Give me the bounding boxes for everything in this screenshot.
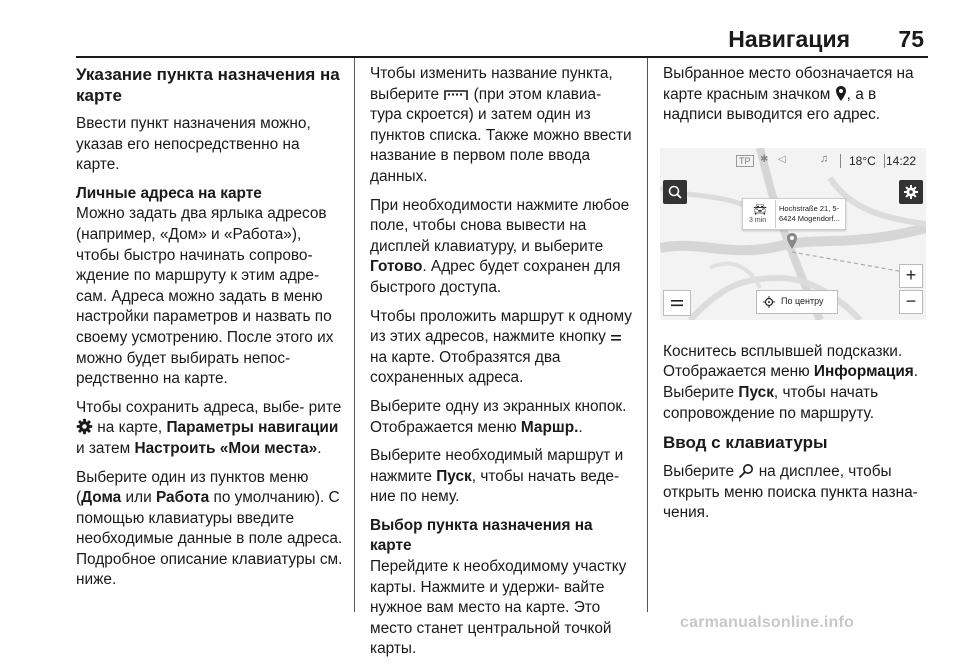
keyboard-hide-icon [443,88,469,102]
paragraph: Коснитесь всплывшей подсказки. Отображается меню Информация. Выберите Пуск, чтобы начать сопровождение по маршруту. [663,342,919,422]
paragraph: Перейдите к необходимому участку карты. Нажмите и удержи- вайте нужное вам место на карте. Это место станет центральной точкой карты. [370,558,627,658]
popup-divider [775,200,776,228]
crosshair-icon [763,296,775,308]
section-title: Навигация [728,26,850,52]
paragraph: Выбранное место обозначается на карте красным значком , а в надписи выводится его адрес. [663,65,914,124]
my-places-button[interactable] [663,290,691,316]
column-divider-1 [354,58,355,612]
paragraph: Можно задать два ярлыка адресов (например, «Дом» и «Работа»), чтобы быстро начинать сопрово- ждение по маршруту к этим адре- сам. Адреса можно задать в меню настройки параметров и назвать по своему усмотрению. После этого их можно будет выбирать непос- редственно на карте. [76,205,334,388]
subheading: Личные адреса на карте [76,184,262,202]
paragraph: Выберите одну из экранных кнопок. Отображается меню Маршр.. [370,397,627,436]
destination-popup[interactable] [742,198,846,230]
map-screenshot [660,148,926,320]
section-heading: Указание пункта назначения на карте [76,65,340,105]
bluetooth-icon: ✱ [760,154,769,165]
mute-icon: ◁ [778,154,786,165]
popup-travel-time: 3 min [749,217,767,224]
paragraph: Чтобы проложить маршрут к одному из этих адресов, нажмите кнопку на карте. Отобразятся два сохраненных адреса. [370,307,632,387]
popup-address-line-2: 6424 Mogendorf... [779,214,840,223]
column-divider-2 [647,58,648,612]
plus-icon: + [905,265,917,285]
settings-button[interactable] [899,180,923,204]
tp-indicator: TP [736,155,754,167]
paragraph: Чтобы сохранить адреса, выбе- рите на карте, Параметры навигации и затем Настроить «Мои места». [76,398,342,457]
popup-address-line-1: Hochstraße 21, 5- [779,204,840,213]
minus-icon: − [905,291,917,311]
paragraph: Выберите необходимый маршрут и нажмите Пуск, чтобы начать веде- ние по нему. [370,447,624,506]
column-1 [76,64,344,599]
music-icon: ♫ [820,153,829,165]
double-line-icon [664,291,690,315]
zoom-in-button[interactable] [899,264,923,288]
search-button[interactable] [663,180,687,204]
subheading: Ввод с клавиатуры [663,433,828,453]
location-pin-icon [835,85,847,102]
clock: 14:22 [886,154,917,168]
header-rule [76,56,928,58]
subheading: Выбор пункта назначения на карте [370,516,593,555]
status-bar [660,148,926,174]
center-map-label: По центру [781,296,824,306]
car-icon: 🚘︎ [753,204,767,216]
page-number: 75 [898,26,924,52]
paragraph: Ввести пункт назначения можно, указав его непосредственно на карте. [76,115,311,174]
column-2 [370,64,636,668]
search-icon [738,463,754,479]
center-map-button[interactable] [756,290,838,314]
gear-icon [76,418,93,435]
gear-icon [899,180,923,204]
search-icon [663,180,687,204]
location-pin-icon [786,232,798,250]
zoom-out-button[interactable] [899,290,923,314]
paragraph: При необходимости нажмите любое поле, чтобы снова вывести на дисплей клавиатуру, и выберите Готово. Адрес будет сохранен для быстрого доступа. [370,196,630,296]
paragraph: Выберите один из пунктов меню (Дома или Работа по умолчанию). С помощью клавиатуры введите необходимые данные в поле адреса. Подробное описание клавиатуры см. ниже. [76,468,343,589]
watermark: carmanualsonline.info [680,614,855,631]
double-line-icon [610,332,622,344]
paragraph: Выберите на дисплее, чтобы открыть меню поиска пункта назна- чения. [663,463,918,522]
paragraph: Чтобы изменить название пункта, выберите (при этом клавиа- тура скроется) и затем один из пунктов списка. Также можно ввести название в первом поле ввода данных. [370,65,632,185]
page-header [0,0,960,56]
temperature: 18°C [840,154,885,168]
